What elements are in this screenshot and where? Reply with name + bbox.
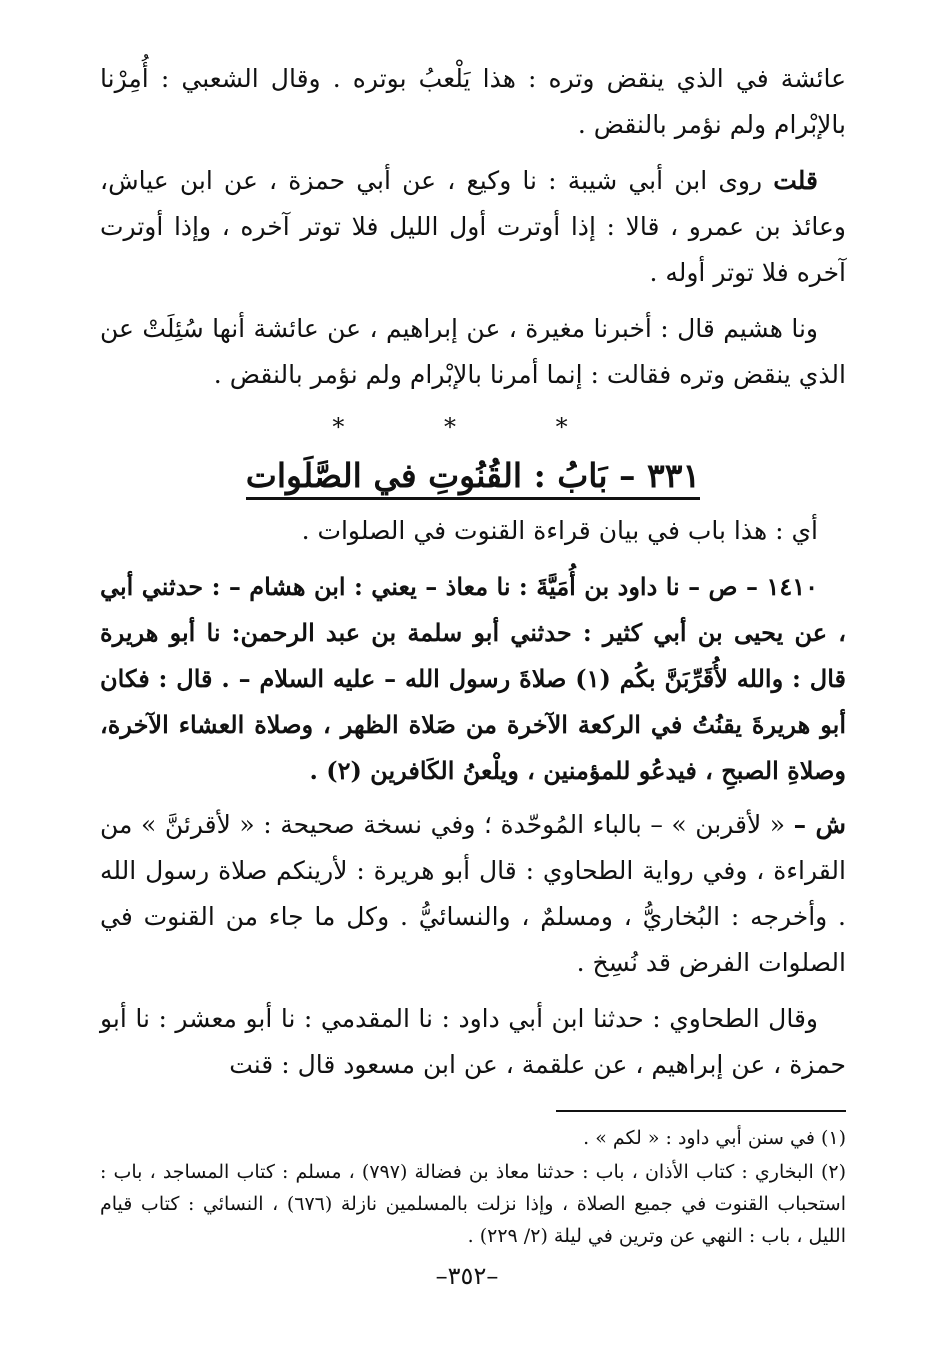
chapter-heading-underline: ٣٣١ – بَابُ : القُنُوتِ في الصَّلَوات xyxy=(246,456,700,500)
qultu-label: قلت xyxy=(773,166,819,195)
paragraph: عائشة في الذي ينقض وتره : هذا يَلْعبُ بوتره . وقال الشعبي : أُمِرْنا بالإبْرام ولم نؤمر بالنقض . xyxy=(100,64,846,139)
page-body xyxy=(100,56,846,1254)
chapter-intro: أي : هذا باب في بيان قراءة القنوت في الصلوات . xyxy=(301,516,818,545)
chapter-number: ٣٣١ xyxy=(647,456,701,495)
paragraph-qultu xyxy=(100,158,846,296)
paragraph: ونا هشيم قال : أخبرنا مغيرة ، عن إبراهيم ، عن عائشة أنها سُئِلَتْ عن الذي ينقض وتره فقالت : إنما أمرنا بالإبْرام ولم نؤمر بالنقض . xyxy=(100,314,846,389)
paragraph: وقال الطحاوي : حدثنا ابن أبي داود : نا المقدمي : نا أبو معشر : نا أبو حمزة ، عن إبراهيم ، عن علقمة ، عن ابن مسعود قال : قنت xyxy=(100,1004,846,1079)
sharh-label: ش – xyxy=(793,810,846,839)
sharh-text: « لأقربن » – بالباء المُوحّدة ؛ وفي نسخة صحيحة : « لأقرئنَّ » من القراءة ، وفي رواية الطحاوي : قال أبو هريرة : لأرينكم صلاة رسول الله . وأخرجه : البُخاريُّ ، ومسلمٌ ، والنسائيُّ . وكل ما جاء من القنوت في الصلوات الفرض قد نُسِخ . xyxy=(100,810,846,977)
sharh-paragraph xyxy=(100,802,846,986)
footnote: (٢) البخاري : كتاب الأذان ، باب : حدثنا معاذ بن فضالة (٧٩٧) ، مسلم : كتاب المساجد ، باب : استحباب القنوت في جميع الصلاة ، وإذا نزلت بالمسلمين نازلة (٦٧٦) ، النسائي : كتاب قيام الليل ، باب : النهي عن وترين في ليلة (٢/ ٢٢٩) . xyxy=(100,1161,846,1247)
hadith-text: ١٤١٠ – ص – نا داود بن أُمَيَّةَ : نا معاذ – يعني : ابن هشام – : حدثني أبي ، عن يحيى بن أبي كثير : حدثني أبو سلمة بن عبد الرحمن: نا أبو هريرة قال : والله لأُقَرِّبَنَّ بكُم (١) صلاةَ رسول الله – عليه السلام – . قال : فكان أبو هريرةَ يقنُتُ في الركعة الآخرة من صَلاة الظهر ، وصلاة العشاء الآخرة، وصلاةِ الصبحِ ، فيدعُو للمؤمنين ، ويلْعنُ الكَافرين (٢) . xyxy=(100,572,846,785)
paragraph-text: روى ابن أبي شيبة : نا وكيع ، عن أبي حمزة ، عن ابن عياش، وعائذ بن عمرو ، قالا : إذا أوترت أول الليل فلا توتر آخره ، وإذا أوترت آخره فلا توتر أوله . xyxy=(100,166,846,287)
chapter-title: بَابُ : القُنُوتِ في الصَّلَوات xyxy=(245,456,608,495)
footnote-divider xyxy=(556,1110,846,1112)
footnote: (١) في سنن أبي داود : « لكم » . xyxy=(583,1127,846,1149)
chapter-heading xyxy=(100,448,846,504)
page-number: –٣٥٢– xyxy=(435,1262,499,1290)
section-divider-stars: * * * xyxy=(332,413,614,441)
